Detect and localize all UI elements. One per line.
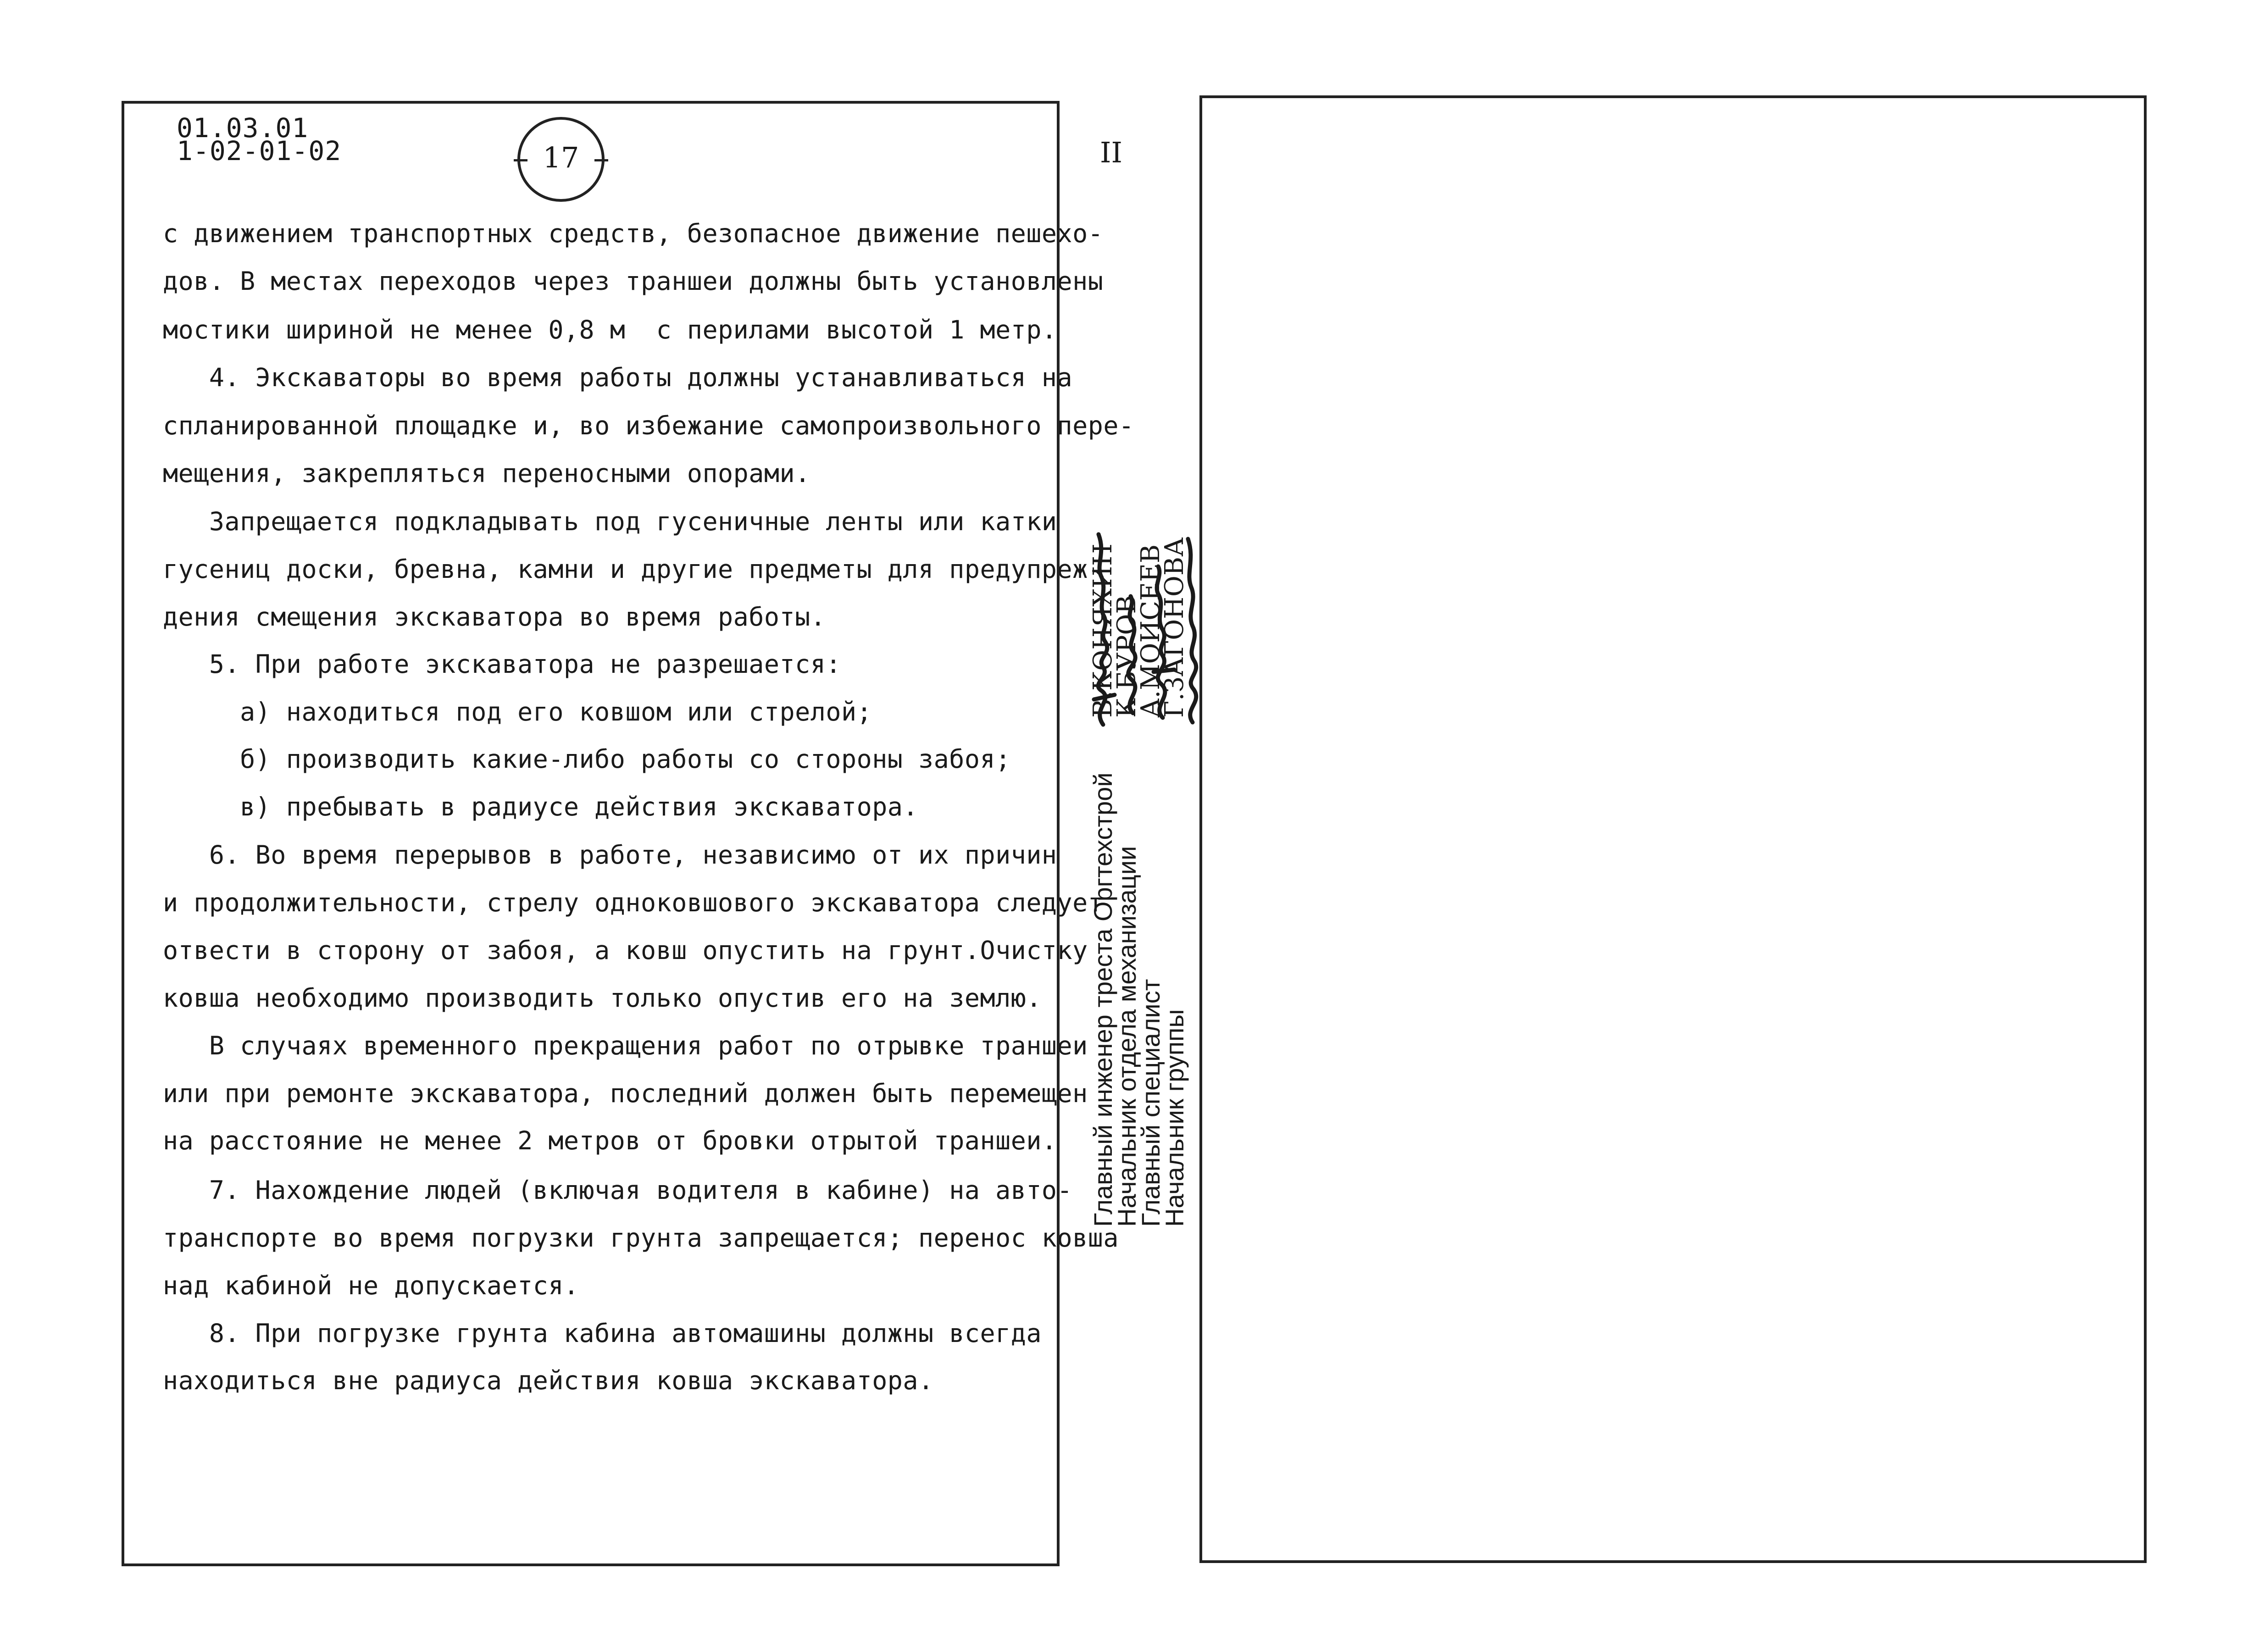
right-page-number: II [1100, 136, 1122, 169]
text-line: гусениц доски, бревна, камни и другие предметы для предупреж- [163, 554, 1104, 584]
text-line: дов. В местах переходов через траншеи должны быть установлены [163, 266, 1104, 296]
text-line: спланированной площадке и, во избежание самопроизвольного пере- [163, 411, 1134, 440]
approval-title: Главный специалист [1136, 979, 1165, 1227]
approver-name: Г.ЗАГОНОВА [1160, 537, 1189, 718]
approver-name: А.МОИСЕЕВ [1136, 544, 1166, 718]
text-line: или при ремонте экскаватора, последний должен быть перемещен [163, 1079, 1088, 1108]
text-line: мещения, закрепляться переносными опорами. [163, 459, 810, 488]
text-line: 7. Нахождение людей (включая водителя в кабине) на авто- [163, 1175, 1073, 1205]
text-line: а) находиться под его ковшом или стрелой; [163, 697, 872, 726]
text-line: 5. При работе экскаватора не разрешается: [163, 649, 841, 679]
text-line: б) производить какие-либо работы со стороны забоя; [163, 744, 1011, 774]
text-line: и продолжительности, стрелу одноковшового экскаватора следует [163, 888, 1104, 917]
text-line: над кабиной не допускается. [163, 1271, 579, 1300]
text-line: ковша необходимо производить только опустив его на землю. [163, 983, 1042, 1013]
text-line: 8. При погрузке грунта кабина автомашины должны всегда [163, 1319, 1042, 1348]
approval-title: Главный инженер треста Оргтехстрой [1088, 772, 1117, 1227]
page-number-circle [517, 117, 605, 202]
text-line: мостики шириной не менее 0,8 м с перилами высотой 1 метр. [163, 315, 1057, 344]
text-line: дения смещения экскаватора во время работы. [163, 602, 826, 632]
approval-title: Начальник группы [1160, 1009, 1189, 1227]
text-line: отвести в сторону от забоя, а ковш опустить на грунт.Очистку [163, 936, 1088, 965]
sheet-code: 1-02-01-02 [177, 135, 342, 166]
text-line: В случаях временного прекращения работ по отрывке траншеи [163, 1031, 1088, 1060]
text-line: 4. Экскаваторы во время работы должны устанавливаться на [163, 363, 1073, 392]
text-line: находиться вне радиуса действия ковша экскаватора. [163, 1366, 934, 1395]
text-line: 6. Во время перерывов в работе, независимо от их причин [163, 840, 1057, 870]
text-line: на расстояние не менее 2 метров от бровки отрытой траншеи. [163, 1126, 1057, 1155]
text-line: Запрещается подкладывать под гусеничные ленты или катки [163, 507, 1057, 536]
approver-name: В.КОНЯХИН [1088, 543, 1118, 718]
approver-name: К.БУРОВ [1112, 595, 1142, 718]
document-code: 01.03.01 [177, 112, 309, 144]
text-line: в) пребывать в радиусе действия экскаватора. [163, 792, 919, 821]
approval-title: Начальник отдела механизации [1112, 846, 1141, 1227]
text-line: с движением транспортных средств, безопасное движение пешехо- [163, 219, 1104, 248]
page-number: 17 [543, 141, 579, 174]
right-page-frame [1199, 95, 2147, 1563]
text-line: транспорте во время погрузки грунта запрещается; перенос ковша [163, 1223, 1119, 1253]
